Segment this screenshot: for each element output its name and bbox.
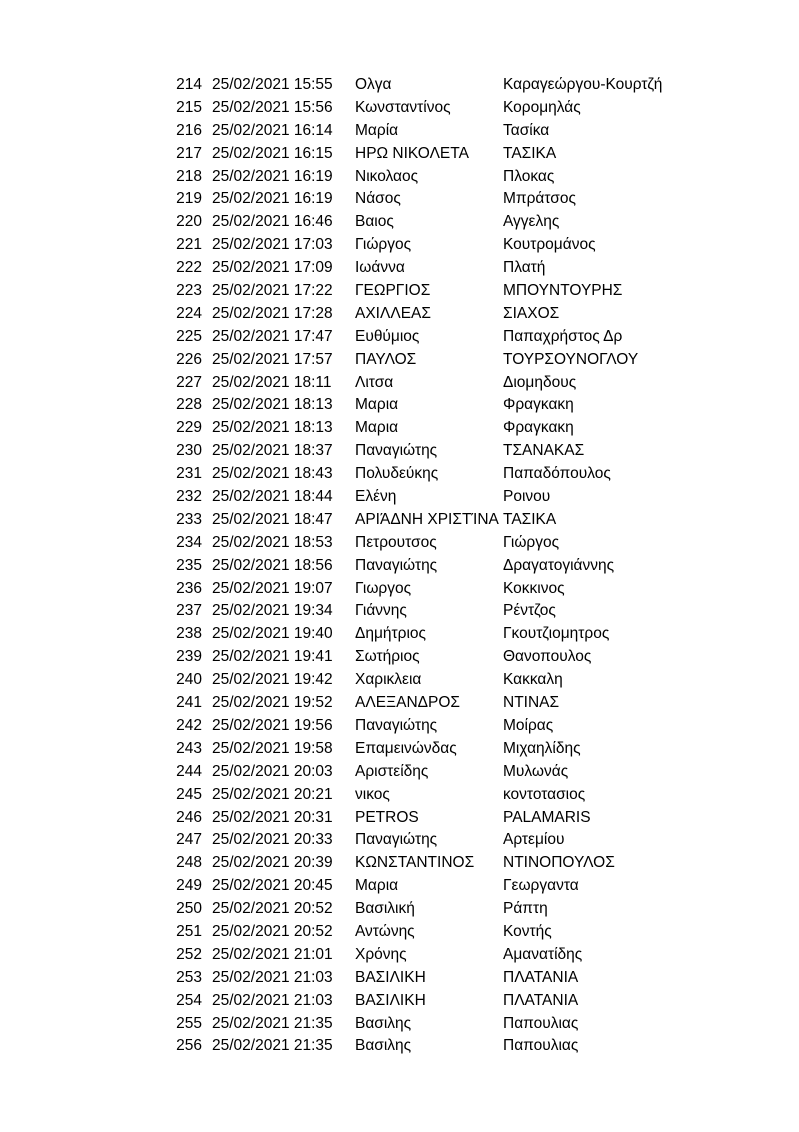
row-number: 241: [176, 694, 202, 712]
row-number: 249: [176, 877, 202, 895]
row-number: 232: [176, 488, 202, 506]
row-datetime: 25/02/2021 19:52: [212, 694, 333, 712]
row-datetime: 25/02/2021 18:56: [212, 556, 333, 574]
row-last-name: Ράπτη: [503, 900, 548, 918]
row-last-name: Φραγκακη: [503, 419, 574, 437]
row-last-name: ΤΣΑΝΑΚΑΣ: [503, 442, 585, 460]
row-number: 244: [176, 762, 202, 780]
row-number: 230: [176, 442, 202, 460]
row-datetime: 25/02/2021 21:01: [212, 945, 333, 963]
row-first-name: Αντώνης: [355, 922, 415, 940]
row-first-name: Κωνσταντίνος: [355, 98, 451, 116]
row-last-name: ΣΙΑΧΟΣ: [503, 304, 560, 322]
table-row: [0, 944, 799, 967]
table-row: [0, 990, 799, 1013]
row-first-name: Γιώργος: [355, 236, 412, 254]
row-last-name: ΤΑΣΙΚΑ: [503, 144, 557, 162]
row-first-name: Αριστείδης: [355, 762, 429, 780]
row-number: 237: [176, 602, 202, 620]
row-datetime: 25/02/2021 20:03: [212, 762, 333, 780]
row-datetime: 25/02/2021 19:42: [212, 671, 333, 689]
row-last-name: ΝΤΙΝΟΠΟΥΛΟΣ: [503, 854, 615, 872]
row-first-name: ΑΡΙΆΔΝΗ ΧΡΙΣΤΊΝΑ: [355, 510, 499, 528]
row-first-name: ΒΑΣΙΛΙΚΗ: [355, 991, 426, 1009]
table-row: [0, 120, 799, 143]
row-number: 227: [176, 373, 202, 391]
table-row: [0, 143, 799, 166]
row-datetime: 25/02/2021 18:53: [212, 533, 333, 551]
table-row: [0, 188, 799, 211]
table-row: [0, 349, 799, 372]
row-first-name: ΗΡΩ ΝΙΚΟΛΕΤΑ: [355, 144, 469, 162]
row-first-name: Βασιλης: [355, 1037, 412, 1055]
table-row: [0, 463, 799, 486]
row-datetime: 25/02/2021 15:55: [212, 76, 333, 93]
row-datetime: 25/02/2021 17:09: [212, 259, 333, 277]
row-number: 250: [176, 900, 202, 918]
row-first-name: Παναγιώτης: [355, 831, 438, 849]
row-first-name: Νάσος: [355, 190, 401, 208]
row-last-name: ΤΑΣΙΚΑ: [503, 510, 557, 528]
table-row: [0, 692, 799, 715]
row-number: 238: [176, 625, 202, 643]
row-datetime: 25/02/2021 18:13: [212, 396, 333, 414]
row-last-name: Γεωργαντα: [503, 877, 579, 895]
row-number: 251: [176, 922, 202, 940]
row-first-name: Παναγιώτης: [355, 442, 438, 460]
row-number: 225: [176, 327, 202, 345]
row-first-name: Παναγιώτης: [355, 556, 438, 574]
row-first-name: PETROS: [355, 808, 419, 826]
row-last-name: Διομηδους: [503, 373, 577, 391]
row-datetime: 25/02/2021 21:03: [212, 991, 333, 1009]
table-row: [0, 417, 799, 440]
row-last-name: Παπαδόπουλος: [503, 465, 611, 483]
row-last-name: Αρτεμίου: [503, 831, 565, 849]
row-number: 229: [176, 419, 202, 437]
row-last-name: Μοίρας: [503, 716, 554, 734]
row-datetime: 25/02/2021 19:41: [212, 648, 333, 666]
table-row: [0, 257, 799, 280]
row-datetime: 25/02/2021 16:19: [212, 190, 333, 208]
table-row: [0, 486, 799, 509]
row-last-name: Παπουλιας: [503, 1014, 579, 1032]
row-last-name: Κουτρομάνος: [503, 236, 596, 254]
table-row: [0, 715, 799, 738]
row-datetime: 25/02/2021 19:07: [212, 579, 333, 597]
table-row: [0, 440, 799, 463]
row-last-name: ΜΠΟΥΝΤΟΥΡΗΣ: [503, 282, 623, 300]
row-number: 256: [176, 1037, 202, 1055]
row-number: 233: [176, 510, 202, 528]
table-row: [0, 600, 799, 623]
row-datetime: 25/02/2021 18:13: [212, 419, 333, 437]
row-datetime: 25/02/2021 19:56: [212, 716, 333, 734]
row-number: 235: [176, 556, 202, 574]
table-row: [0, 829, 799, 852]
table-row: [0, 234, 799, 257]
row-first-name: Γιωργος: [355, 579, 412, 597]
table-row: [0, 74, 799, 97]
table-row: [0, 623, 799, 646]
row-last-name: Γιώργος: [503, 533, 560, 551]
row-first-name: Ολγα: [355, 76, 392, 93]
row-first-name: Βασιλης: [355, 1014, 412, 1032]
row-datetime: 25/02/2021 17:47: [212, 327, 333, 345]
row-first-name: νικος: [355, 785, 390, 803]
row-first-name: Νικολαος: [355, 167, 419, 185]
table-row: [0, 738, 799, 761]
table-row: [0, 875, 799, 898]
row-number: 224: [176, 304, 202, 322]
row-number: 234: [176, 533, 202, 551]
row-datetime: 25/02/2021 18:44: [212, 488, 333, 506]
row-first-name: Δημήτριος: [355, 625, 426, 643]
table-row: [0, 1035, 799, 1058]
row-last-name: Κακκαλη: [503, 671, 563, 689]
row-number: 255: [176, 1014, 202, 1032]
row-datetime: 25/02/2021 18:11: [212, 373, 332, 391]
row-first-name: Μαρια: [355, 396, 399, 414]
row-first-name: Βασιλική: [355, 900, 415, 918]
row-last-name: Αγγελης: [503, 213, 560, 231]
row-datetime: 25/02/2021 20:31: [212, 808, 333, 826]
row-datetime: 25/02/2021 21:35: [212, 1014, 333, 1032]
row-last-name: ΠΛΑΤΑΝΙΑ: [503, 991, 579, 1009]
row-last-name: Παπουλιας: [503, 1037, 579, 1055]
table-row: [0, 280, 799, 303]
row-datetime: 25/02/2021 16:15: [212, 144, 333, 162]
row-datetime: 25/02/2021 21:35: [212, 1037, 333, 1055]
row-datetime: 25/02/2021 19:40: [212, 625, 333, 643]
row-datetime: 25/02/2021 16:46: [212, 213, 333, 231]
row-datetime: 25/02/2021 16:19: [212, 167, 333, 185]
row-number: 247: [176, 831, 202, 849]
row-first-name: Σωτήριος: [355, 648, 420, 666]
table-row: [0, 578, 799, 601]
table-row: [0, 967, 799, 990]
row-number: 245: [176, 785, 202, 803]
row-last-name: Ρέντζος: [503, 602, 556, 620]
row-first-name: Ευθύμιος: [355, 327, 420, 345]
row-datetime: 25/02/2021 19:58: [212, 739, 333, 757]
row-datetime: 25/02/2021 18:47: [212, 510, 333, 528]
row-number: 223: [176, 282, 202, 300]
row-number: 252: [176, 945, 202, 963]
row-last-name: Θανοπουλος: [503, 648, 592, 666]
row-first-name: Παναγιώτης: [355, 716, 438, 734]
row-number: 220: [176, 213, 202, 231]
row-last-name: κοντοτασιος: [503, 785, 586, 803]
row-first-name: Χαρικλεια: [355, 671, 422, 689]
row-datetime: 25/02/2021 20:45: [212, 877, 333, 895]
row-datetime: 25/02/2021 18:43: [212, 465, 333, 483]
row-number: 228: [176, 396, 202, 414]
row-datetime: 25/02/2021 16:14: [212, 121, 333, 139]
row-first-name: ΑΧΙΛΛΕΑΣ: [355, 304, 431, 322]
row-first-name: ΓΕΩΡΓΙΟΣ: [355, 282, 431, 300]
row-datetime: 25/02/2021 20:33: [212, 831, 333, 849]
row-datetime: 25/02/2021 17:57: [212, 350, 333, 368]
row-datetime: 25/02/2021 20:21: [212, 785, 333, 803]
row-number: 222: [176, 259, 202, 277]
row-first-name: Μαρία: [355, 121, 399, 139]
row-last-name: Κορομηλάς: [503, 98, 581, 116]
row-datetime: 25/02/2021 21:03: [212, 968, 333, 986]
row-first-name: Χρόνης: [355, 945, 407, 963]
row-first-name: ΠΑΥΛΟΣ: [355, 350, 417, 368]
table-row: [0, 555, 799, 578]
table-row: [0, 303, 799, 326]
row-last-name: ΠΛΑΤΑΝΙΑ: [503, 968, 579, 986]
row-last-name: Μιχαηλίδης: [503, 739, 581, 757]
table-row: [0, 784, 799, 807]
row-datetime: 25/02/2021 19:34: [212, 602, 333, 620]
table-row: [0, 646, 799, 669]
table-row: [0, 372, 799, 395]
row-datetime: 25/02/2021 20:52: [212, 922, 333, 940]
table-row: [0, 509, 799, 532]
table-row: [0, 852, 799, 875]
row-last-name: Γκουτζιομητρος: [503, 625, 610, 643]
row-datetime: 25/02/2021 17:22: [212, 282, 333, 300]
row-last-name: Κοντής: [503, 922, 552, 940]
row-last-name: Παπαχρήστος Δρ: [503, 327, 623, 345]
row-first-name: ΑΛΕΞΑΝΔΡΟΣ: [355, 694, 460, 712]
row-last-name: Μπράτσος: [503, 190, 576, 208]
row-datetime: 25/02/2021 15:56: [212, 98, 333, 116]
row-first-name: Πετρουτσος: [355, 533, 437, 551]
row-last-name: Δραγατογιάννης: [503, 556, 615, 574]
row-number: 243: [176, 739, 202, 757]
row-first-name: Ιωάννα: [355, 259, 405, 277]
table-row: [0, 669, 799, 692]
row-number: 231: [176, 465, 202, 483]
row-last-name: Πλατή: [503, 259, 546, 277]
table-row: [0, 211, 799, 234]
table-row: [0, 326, 799, 349]
row-first-name: Μαρια: [355, 419, 399, 437]
row-number: 246: [176, 808, 202, 826]
row-datetime: 25/02/2021 20:52: [212, 900, 333, 918]
row-first-name: Βαιος: [355, 213, 394, 231]
table-row: [0, 166, 799, 189]
row-last-name: ΝΤΙΝΑΣ: [503, 694, 560, 712]
row-number: 239: [176, 648, 202, 666]
row-number: 236: [176, 579, 202, 597]
row-number: 226: [176, 350, 202, 368]
row-datetime: 25/02/2021 17:28: [212, 304, 333, 322]
row-datetime: 25/02/2021 17:03: [212, 236, 333, 254]
row-last-name: Ροινου: [503, 488, 551, 506]
row-first-name: Γιάννης: [355, 602, 407, 620]
row-number: 242: [176, 716, 202, 734]
row-last-name: ΤΟΥΡΣΟΥΝΟΓΛΟΥ: [503, 350, 639, 368]
row-last-name: Τασίκα: [503, 121, 550, 139]
table-row: [0, 394, 799, 417]
row-first-name: Μαρια: [355, 877, 399, 895]
row-number: 240: [176, 671, 202, 689]
table-row: [0, 97, 799, 120]
row-number: 221: [176, 236, 202, 254]
row-last-name: Κοκκινος: [503, 579, 565, 597]
row-number: 217: [176, 144, 202, 162]
row-datetime: 25/02/2021 20:39: [212, 854, 333, 872]
table-row: [0, 898, 799, 921]
row-first-name: Επαμεινώνδας: [355, 739, 457, 757]
row-datetime: 25/02/2021 18:37: [212, 442, 333, 460]
row-first-name: ΚΩΝΣΤΑΝΤΙΝΟΣ: [355, 854, 475, 872]
row-number: 215: [176, 98, 202, 116]
row-last-name: PALAMARIS: [503, 808, 591, 826]
table-row: [0, 807, 799, 830]
row-number: 248: [176, 854, 202, 872]
table-row: [0, 761, 799, 784]
row-last-name: Πλοκας: [503, 167, 555, 185]
row-first-name: Λιτσα: [355, 373, 394, 391]
row-number: 216: [176, 121, 202, 139]
row-last-name: Καραγεώργου-Κουρτζή: [503, 76, 663, 93]
row-last-name: Μυλωνάς: [503, 762, 569, 780]
signature-list-table: [0, 74, 799, 1058]
table-row: [0, 532, 799, 555]
row-number: 254: [176, 991, 202, 1009]
table-row: [0, 1013, 799, 1036]
row-first-name: Πολυδεύκης: [355, 465, 439, 483]
row-last-name: Αμανατίδης: [503, 945, 583, 963]
row-number: 214: [176, 76, 202, 93]
row-number: 218: [176, 167, 202, 185]
row-first-name: ΒΑΣΙΛΙΚΗ: [355, 968, 426, 986]
row-number: 219: [176, 190, 202, 208]
row-number: 253: [176, 968, 202, 986]
row-last-name: Φραγκακη: [503, 396, 574, 414]
table-row: [0, 921, 799, 944]
row-first-name: Ελένη: [355, 488, 397, 506]
